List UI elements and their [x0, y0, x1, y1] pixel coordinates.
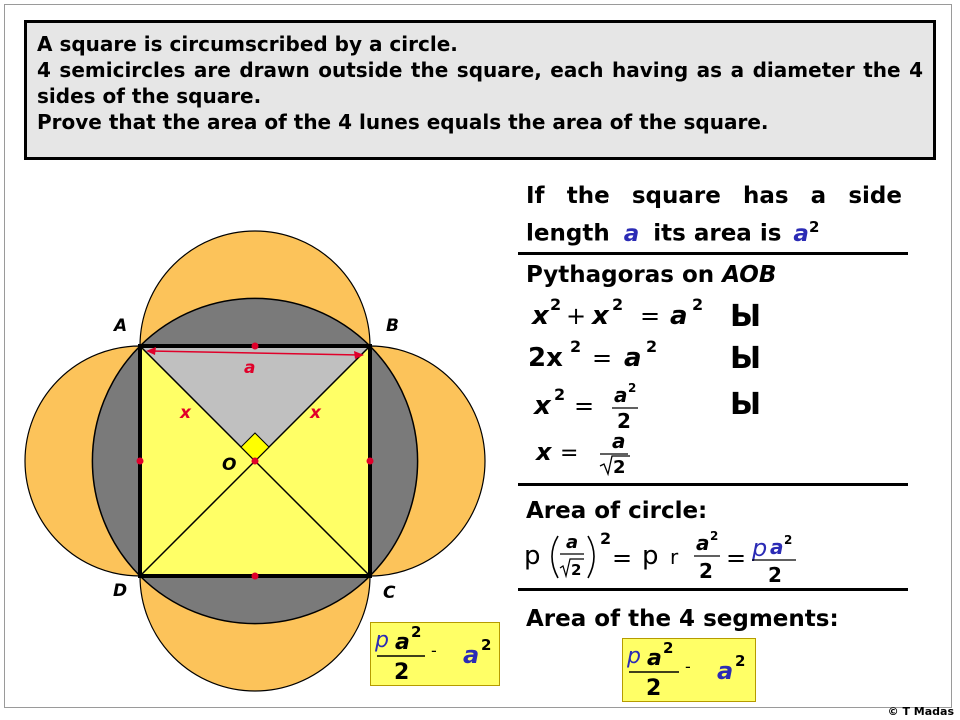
lune-formula-box — [370, 622, 500, 686]
eq3-x: x — [534, 391, 551, 421]
eq1-exp3: 2 — [692, 295, 704, 314]
eq2-equals: = — [592, 344, 613, 372]
seg-num-a: a — [647, 646, 662, 671]
divider-2 — [518, 483, 908, 486]
circle-num-2-exp: 2 — [710, 529, 719, 543]
dot-center — [252, 458, 259, 465]
eq2-mark: Ы — [730, 341, 762, 376]
segments-heading: Area of the 4 segments: — [526, 606, 839, 632]
formula-sub-exp: 2 — [481, 636, 492, 654]
step1-text3: its area is — [653, 220, 782, 247]
step1-text1: If the square has a side — [526, 183, 902, 209]
circle-den-3: 2 — [768, 563, 782, 587]
formula-sub-a: a — [463, 641, 480, 669]
formula-num-exp: 2 — [411, 623, 422, 641]
eq2-exp1: 2 — [570, 337, 582, 356]
eq4-num: a — [612, 429, 626, 453]
eq1-a: a — [670, 301, 688, 331]
label-x-left: x — [180, 403, 191, 423]
problem-line-3: Prove that the area of the 4 lunes equals the area of the square. — [37, 110, 769, 134]
divider-3 — [518, 588, 908, 591]
formula-den: 2 — [394, 660, 410, 685]
label-A: A — [114, 316, 128, 336]
seg-sub-exp: 2 — [735, 652, 746, 670]
pythagoras-triangle: AOB — [722, 262, 777, 288]
dot-right-mid — [367, 458, 374, 465]
circle-num-2: a — [696, 531, 710, 555]
dot-bottom-mid — [252, 573, 259, 580]
pythagoras-equations — [520, 290, 780, 480]
label-O: O — [222, 455, 237, 475]
eq1-exp1: 2 — [550, 295, 562, 314]
eq3-exp: 2 — [554, 385, 566, 404]
seg-den: 2 — [646, 676, 662, 701]
eq3-num: a — [614, 383, 628, 407]
circle-pi-2: p — [642, 541, 659, 571]
eq2-2x: 2x — [528, 343, 563, 373]
dot-top-mid — [252, 343, 259, 350]
segments-formula — [623, 639, 755, 701]
circle-pi-3: p — [752, 534, 768, 562]
paren-right — [588, 536, 594, 578]
step1-area: a — [793, 220, 809, 247]
eq1-equals: = — [640, 302, 661, 330]
circle-equals-1: = — [612, 544, 633, 572]
circle-r: r — [670, 545, 679, 569]
step1-var-a: a — [623, 220, 640, 247]
label-C: C — [383, 583, 396, 603]
label-D: D — [113, 581, 128, 601]
label-x-right: x — [310, 403, 321, 423]
copyright: © T Madas — [887, 705, 954, 718]
eq4-equals: = — [560, 441, 579, 466]
step1-line1 — [526, 183, 902, 209]
eq1-x2: x — [592, 301, 609, 331]
circle-area-heading: Area of circle: — [526, 498, 708, 524]
eq1-exp2: 2 — [612, 295, 624, 314]
eq3-num-exp: 2 — [628, 381, 637, 395]
circle-num: a — [566, 532, 579, 553]
step1-line2 — [526, 218, 819, 247]
seg-sub-a: a — [717, 657, 734, 685]
eq1-x1: x — [532, 301, 549, 331]
circle-den: 2 — [571, 561, 582, 579]
segments-formula-box — [622, 638, 756, 702]
circle-den-2: 2 — [699, 559, 713, 583]
circle-pi-1: p — [524, 541, 541, 571]
step1-text2: length — [526, 220, 610, 247]
eq3-den: 2 — [617, 409, 631, 433]
label-B: B — [386, 316, 399, 336]
eq3-equals: = — [574, 392, 595, 420]
seg-pi: p — [627, 644, 641, 669]
dot-left-mid — [137, 458, 144, 465]
seg-minus: - — [685, 657, 691, 676]
eq2-a: a — [624, 343, 642, 373]
circle-square-exp: 2 — [600, 529, 612, 548]
label-a: a — [244, 358, 256, 378]
divider-1 — [518, 252, 908, 255]
circle-equals-2: = — [726, 544, 747, 572]
pi-symbol: p — [375, 628, 389, 653]
seg-num-exp: 2 — [663, 639, 674, 657]
formula-num-a: a — [395, 630, 410, 655]
eq4-x: x — [536, 438, 552, 466]
pythagoras-text: Pythagoras on — [526, 262, 715, 288]
eq1-plus: + — [566, 302, 587, 330]
circle-area-equation — [520, 526, 820, 588]
minus-sign: - — [431, 641, 437, 660]
pythagoras-heading — [526, 262, 776, 288]
problem-line-2: 4 semicircles are drawn outside the square, each having as a diameter the 4 sides of the square. — [37, 58, 923, 108]
circle-num-3: a — [770, 535, 784, 559]
step1-exp: 2 — [808, 218, 820, 236]
eq4-den: 2 — [613, 457, 626, 478]
eq1-mark: Ы — [730, 299, 762, 334]
problem-line-1: A square is circumscribed by a circle. — [37, 32, 458, 56]
eq2-exp2: 2 — [646, 337, 658, 356]
circle-num-3-exp: 2 — [784, 533, 793, 547]
lune-formula — [371, 623, 499, 685]
eq3-mark: Ы — [730, 387, 762, 422]
paren-left — [552, 536, 558, 578]
